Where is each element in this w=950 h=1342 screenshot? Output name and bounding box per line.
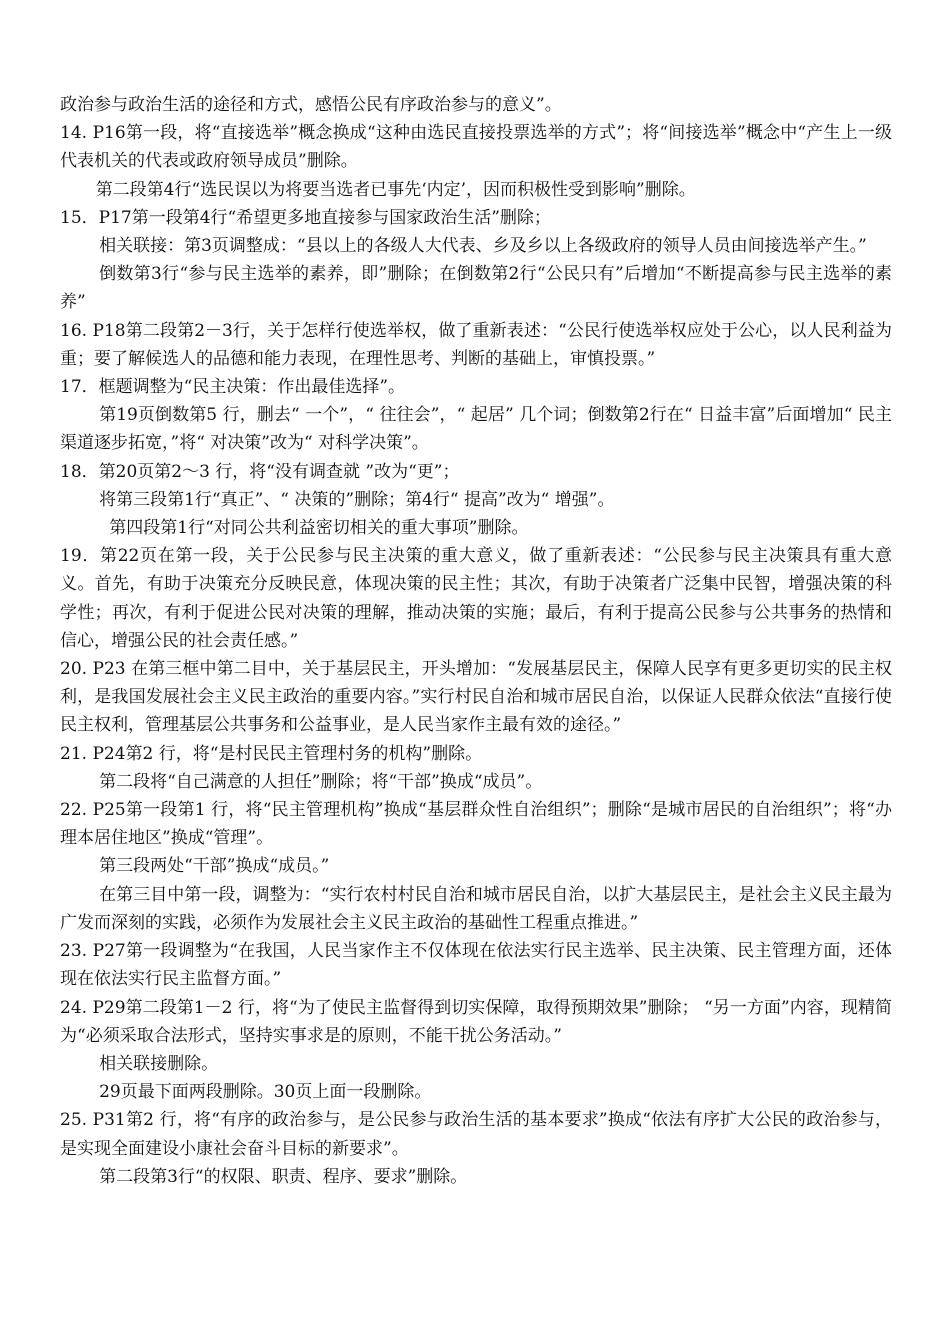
paragraph: 第二段第3行“的权限、职责、程序、要求”删除。	[99, 1166, 468, 1187]
paragraph: 21. P24第2 行，将“是村民民主管理村务的机构”删除。	[60, 743, 483, 764]
paragraph: 相关联接删除。	[99, 1053, 219, 1074]
paragraph: 第二段将“自己满意的人担任”删除；将“干部”换成“成员”。	[99, 771, 543, 792]
paragraph: 第四段第1行“对同公共利益密切相关的重大事项”删除。	[109, 518, 529, 539]
document-page	[60, 91, 892, 1191]
paragraph: 倒数第3行“参与民主选举的素养，即”删除；在倒数第2行“公民只有”后增加“不断提高参与民主选举的素养”	[60, 264, 892, 313]
paragraph: 第三段两处“干部”换成“成员。”	[99, 856, 330, 877]
paragraph: 第19页倒数第5 行，删去“ 一个”，“ 往往会”，“ 起居” 几个词；倒数第2行在“ 日益丰富”后面增加“ 民主渠道逐步拓宽，”将“ 对决策”改为“ 对科学决策”。	[60, 405, 892, 454]
paragraph: 17．框题调整为“民主决策：作出最佳选择”。	[60, 377, 406, 398]
paragraph: 18．第20页第2～3 行，将“没有调查就 ”改为“更”；	[60, 461, 460, 482]
paragraph: 20. P23 在第三框中第二目中，关于基层民主，开头增加：“发展基层民主，保障人民享有更多更切实的民主权利，是我国发展社会主义民主政治的重要内容。”实行村民自治和城市居民自治，以保证人民群众依法“直接行使民主权利，管理基层公共事务和公益事业，是人民当家作主最有效的途径。”	[60, 659, 892, 736]
paragraph: 23. P27第一段调整为“在我国，人民当家作主不仅体现在依法实行民主选举、民主决策、民主管理方面，还体现在依法实行民主监督方面。”	[60, 941, 892, 990]
paragraph: 29页最下面两段删除。30页上面一段删除。	[99, 1082, 432, 1103]
paragraph: 14. P16第一段，将“直接选举”概念换成“这种由选民直接投票选举的方式”；将“间接选举”概念中“产生上一级代表机关的代表或政府领导成员”删除。	[60, 123, 892, 172]
paragraph: 15．P17第一段第4行“希望更多地直接参与国家政治生活”删除；	[60, 207, 551, 228]
paragraph: 16. P18第二段第2－3行，关于怎样行使选举权，做了重新表述：“公民行使选举权应处于公心，以人民利益为重；要了解候选人的品德和能力表现，在理性思考、判断的基础上，审慎投票。”	[60, 320, 892, 369]
paragraph: 25. P31第2 行，将“有序的政治参与，是公民参与政治生活的基本要求”换成“依法有序扩大公民的政治参与，是实现全面建设小康社会奋斗目标的新要求”。	[60, 1110, 892, 1159]
paragraph: 相关联接：第3页调整成：“县以上的各级人大代表、乡及乡以上各级政府的领导人员由间接选举产生。”	[99, 236, 867, 257]
paragraph: 22. P25第一段第1 行，将“民主管理机构”换成“基层群众性自治组织”；删除“是城市居民的自治组织”；将“办理本居住地区”换成“管理”。	[60, 800, 892, 849]
paragraph: 政治参与政治生活的途径和方式，感悟公民有序政治参与的意义”。	[60, 95, 562, 115]
paragraph: 24. P29第二段第1－2 行，将“为了使民主监督得到切实保障，取得预期效果”删除； “另一方面”内容，现精简为“必须采取合法形式，坚持实事求是的原则，不能干扰公务活动。”	[60, 997, 892, 1046]
paragraph: 在第三目中第一段，调整为：“实行农村村民自治和城市居民自治，以扩大基层民主，是社会主义民主最为广发而深刻的实践，必须作为发展社会主义民主政治的基础性工程重点推进。”	[60, 884, 892, 933]
paragraph: 将第三段第1行“真正”、“ 决策的”删除；第4行“ 提高”改为“ 增强”。	[99, 489, 615, 510]
paragraph: 第二段第4行“选民误以为将要当选者已事先‘内定’，因而积极性受到影响”删除。	[95, 179, 696, 200]
paragraph: 19．第22页在第一段，关于公民参与民主决策的重大意义，做了重新表述：“公民参与民主决策具有重大意义。首先，有助于决策充分反映民意，体现决策的民主性；其次，有助于决策者广泛集中民智，增强决策的科学性；再次，有利于促进公民对决策的理解，推动决策的实施；最后，有利于提高公民参与公共事务的热情和信心，增强公民的社会责任感。”	[60, 546, 892, 651]
